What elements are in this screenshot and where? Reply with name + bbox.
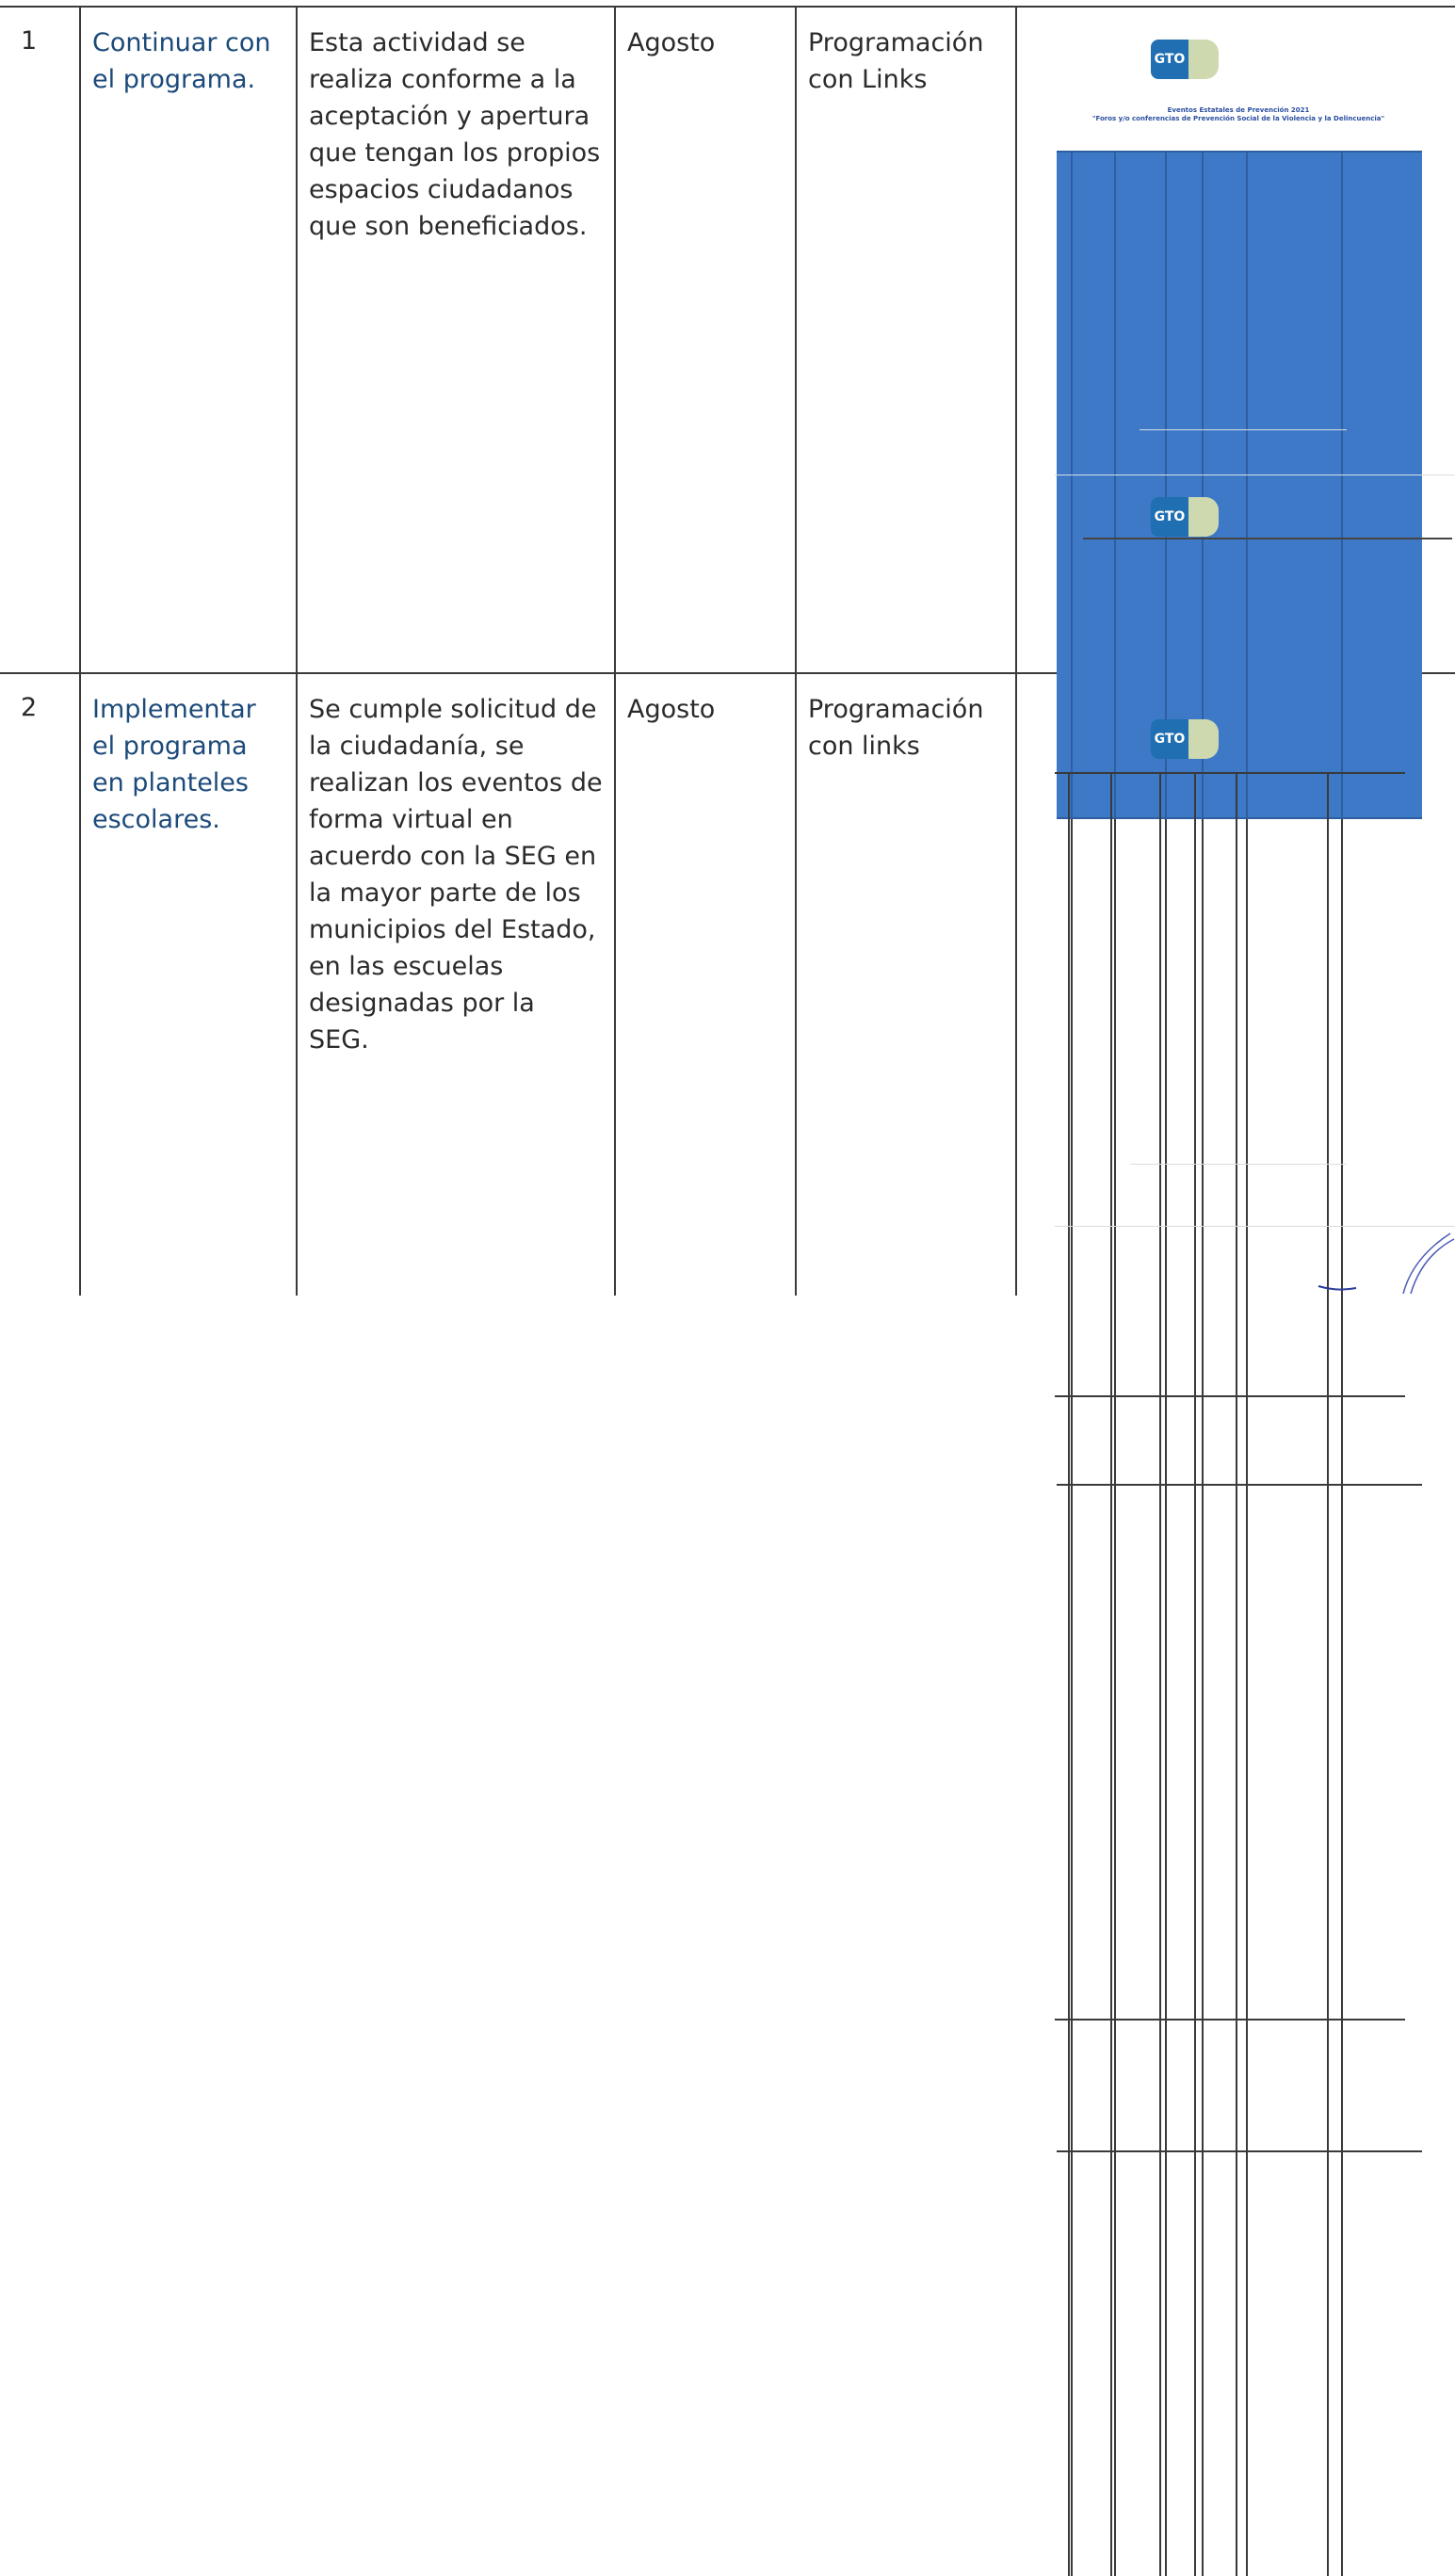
evidence-thumbnail — [1017, 674, 1455, 1296]
table-row — [1055, 2020, 1405, 2576]
table-row — [0, 7, 1455, 673]
gto-logo: GTO — [1151, 719, 1219, 759]
month-cell: Agosto — [627, 28, 716, 57]
divider — [1083, 538, 1452, 539]
activity-cell: Continuar con el programa. — [92, 28, 271, 94]
description-cell: Esta actividad se realiza conforme a la aceptación y apertura que tengan los propios espacios ciudadanos que son beneficiados. — [309, 28, 601, 241]
evidence-cell: Programación con Links — [808, 28, 984, 94]
document-title: Eventos Estatales de Prevención 2021 "Foros y/o conferencias de Prevención Social de la Violencia y la Delincuencia" — [1091, 106, 1385, 122]
activities-table — [0, 6, 1455, 1296]
signature-mark — [1300, 1230, 1455, 1296]
month-cell: Agosto — [627, 695, 716, 724]
activity-cell: Implementar el programa en planteles escolares. — [92, 695, 256, 834]
gto-logo: GTO — [1151, 40, 1219, 79]
table-row — [1055, 1396, 1405, 2020]
evidence-cell: Programación con links — [808, 695, 984, 761]
schedule-table-image — [1055, 772, 1405, 2576]
row-number: 1 — [21, 26, 38, 56]
evidence-thumbnail — [1017, 8, 1455, 672]
row-number: 2 — [21, 693, 38, 722]
gto-logo: GTO — [1151, 497, 1219, 537]
table-row — [0, 673, 1455, 1296]
description-cell: Se cumple solicitud de la ciudadanía, se realizan los eventos de forma virtual en acuerdo con la SEG en la mayor parte de los municipios del Estado, en las escuelas designadas por la SEG. — [309, 695, 603, 1055]
table-row — [1055, 773, 1405, 1396]
